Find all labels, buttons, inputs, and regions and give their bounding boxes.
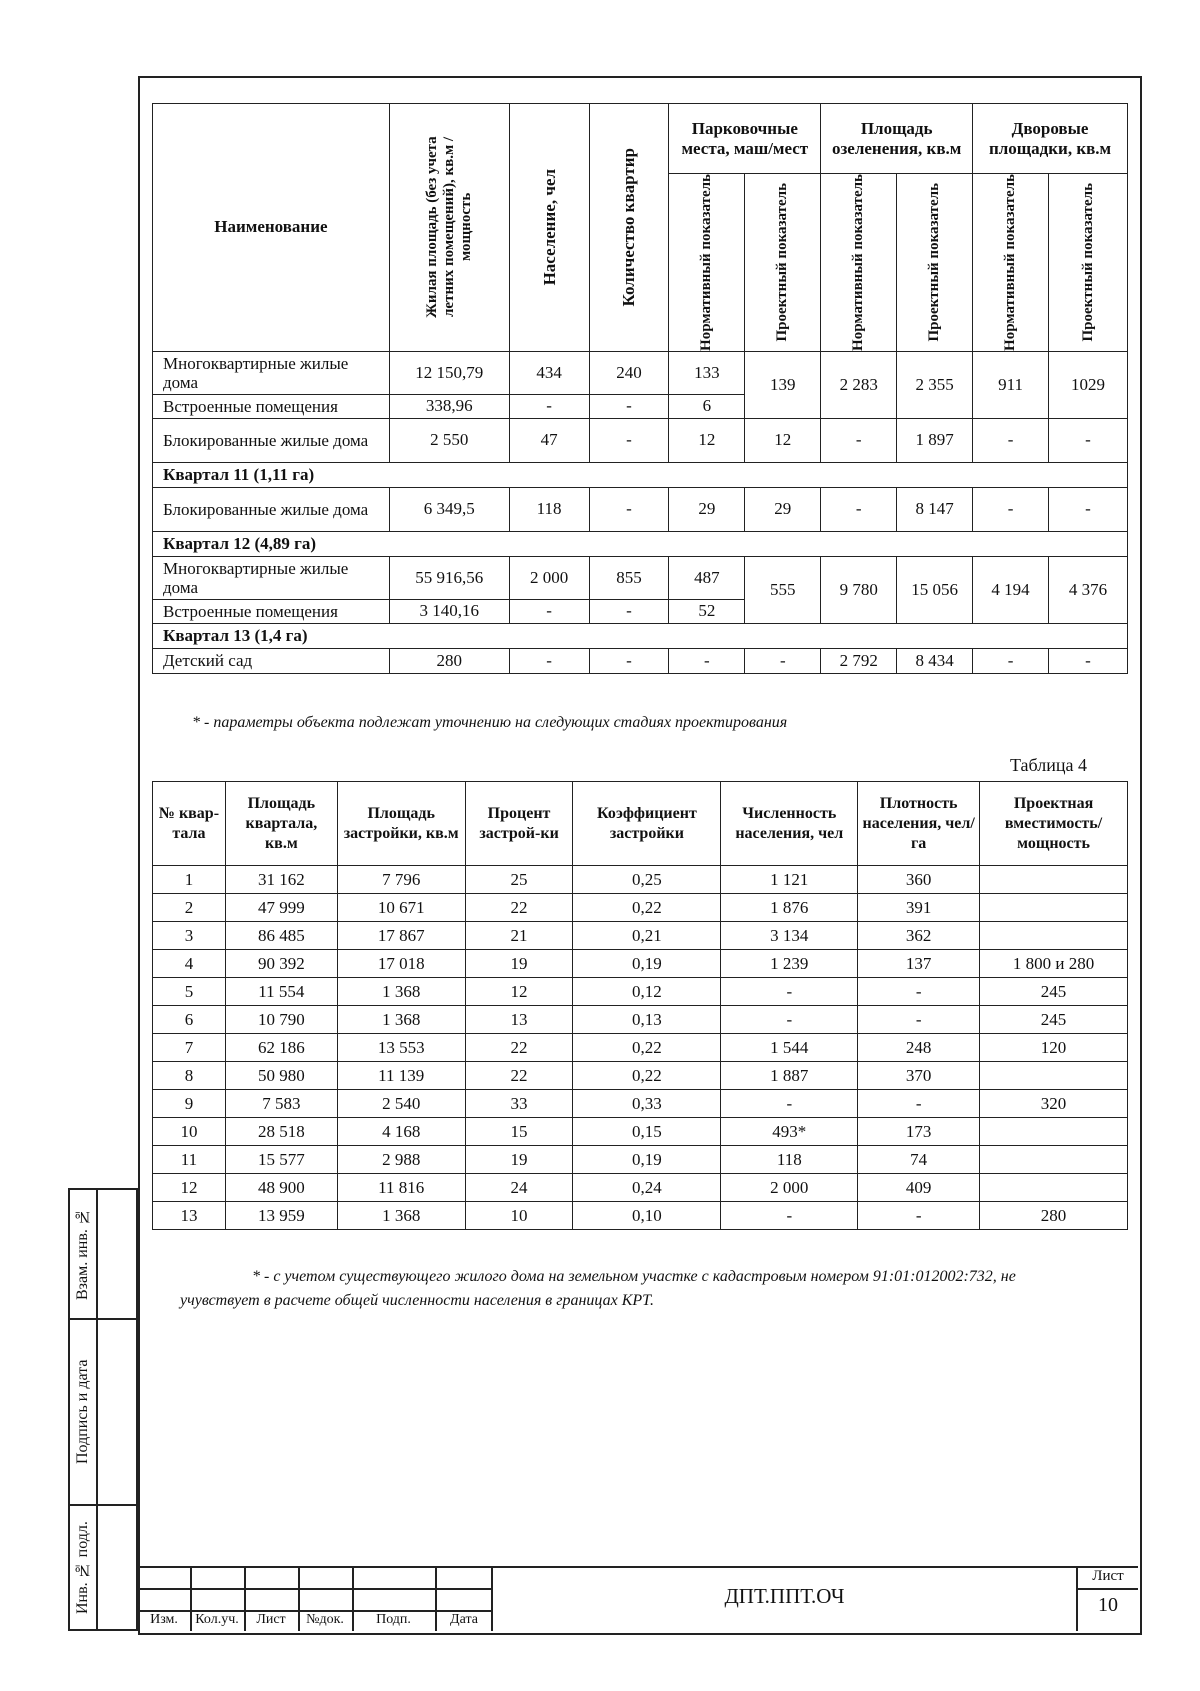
table-cell: 10 <box>153 1118 226 1146</box>
table-cell: 1 368 <box>337 978 465 1006</box>
table-row <box>153 1118 1128 1146</box>
footnote-1: * - параметры объекта подлежат уточнению на следующих стадиях проектирования <box>192 714 788 731</box>
table-cell: 11 139 <box>337 1062 465 1090</box>
table-row <box>153 1034 1128 1062</box>
table-cell: 248 <box>858 1034 980 1062</box>
table-cell: 12 <box>153 1174 226 1202</box>
table-row: Блокированные жилые дома 2 550 47 - 12 12 - 1 897 - - <box>153 418 1128 462</box>
table-cell: 10 790 <box>225 1006 337 1034</box>
table-cell: 15 <box>465 1118 573 1146</box>
section-kvartal-11: Квартал 11 (1,11 га) <box>153 462 1128 487</box>
table-cell <box>980 1146 1128 1174</box>
table-cell: - <box>858 1090 980 1118</box>
table-cell: 1 <box>153 866 226 894</box>
table-cell: 2 <box>153 894 226 922</box>
table-cell: 0,19 <box>573 950 721 978</box>
table-cell: 2 988 <box>337 1146 465 1174</box>
header-normative: Нормативный показатель <box>850 174 867 351</box>
table-cell: 62 186 <box>225 1034 337 1062</box>
table-row <box>153 1090 1128 1118</box>
header-name: Наименование <box>153 104 390 352</box>
table-row <box>153 1006 1128 1034</box>
table-row <box>153 1062 1128 1090</box>
table-cell: 13 <box>465 1006 573 1034</box>
table-cell: 11 816 <box>337 1174 465 1202</box>
table-cell: 0,10 <box>573 1202 721 1230</box>
stamp-kol: Кол.уч. <box>195 1612 239 1627</box>
stamp-list: Лист <box>256 1612 286 1627</box>
table-cell: 362 <box>858 922 980 950</box>
table-row <box>153 1174 1128 1202</box>
table-cell: 3 134 <box>721 922 858 950</box>
table-cell: 245 <box>980 1006 1128 1034</box>
table-row: Встроенные помещения 3 140,16 - - 52 <box>153 599 1128 623</box>
table-cell: 22 <box>465 894 573 922</box>
table-cell: 17 018 <box>337 950 465 978</box>
table-cell: 1 368 <box>337 1202 465 1230</box>
table-cell: 320 <box>980 1090 1128 1118</box>
table-cell: 48 900 <box>225 1174 337 1202</box>
table-cell: 1 887 <box>721 1062 858 1090</box>
title-block <box>138 1566 1138 1631</box>
table-cell: 360 <box>858 866 980 894</box>
table-cell: - <box>721 1090 858 1118</box>
section-kvartal-13: Квартал 13 (1,4 га) <box>153 623 1128 648</box>
table-cell: 4 168 <box>337 1118 465 1146</box>
table-cell: - <box>721 1006 858 1034</box>
table-cell <box>980 894 1128 922</box>
sheet-number: 10 <box>1098 1594 1118 1616</box>
table-cell: 5 <box>153 978 226 1006</box>
table-cell: - <box>721 1202 858 1230</box>
table-cell: 0,15 <box>573 1118 721 1146</box>
table-cell: 173 <box>858 1118 980 1146</box>
table-cell: 1 800 и 280 <box>980 950 1128 978</box>
stamp-podp: Подп. <box>376 1612 411 1627</box>
header-green: Площадь озеленения, кв.м <box>821 104 973 174</box>
header-yards: Дворовые площадки, кв.м <box>973 104 1128 174</box>
table-cell: 21 <box>465 922 573 950</box>
table-cell: 7 796 <box>337 866 465 894</box>
table-cell: 50 980 <box>225 1062 337 1090</box>
table-row: Многоквартирные жилые дома 12 150,79 434 240 133 139 2 283 2 355 911 1029 <box>153 351 1128 394</box>
table-row <box>153 950 1128 978</box>
header-normative: Нормативный показатель <box>698 174 715 351</box>
table-cell: 19 <box>465 950 573 978</box>
table-cell: 13 553 <box>337 1034 465 1062</box>
header-parking: Парковочные места, маш/мест <box>669 104 821 174</box>
parameters-table <box>152 103 1128 674</box>
table-cell: 409 <box>858 1174 980 1202</box>
table-cell: 1 239 <box>721 950 858 978</box>
table-cell <box>980 1118 1128 1146</box>
table-cell: 0,12 <box>573 978 721 1006</box>
table-cell: 90 392 <box>225 950 337 978</box>
side-label-b: Подпись и дата <box>74 1359 91 1465</box>
side-label-c: Инв. № подл. <box>74 1521 91 1614</box>
stamp-izm: Изм. <box>150 1612 178 1627</box>
table-row <box>153 978 1128 1006</box>
table-cell: 11 <box>153 1146 226 1174</box>
table-cell: - <box>858 978 980 1006</box>
table-cell: 120 <box>980 1034 1128 1062</box>
table-cell: 19 <box>465 1146 573 1174</box>
stamp-data: Дата <box>450 1612 478 1627</box>
table-cell: 11 554 <box>225 978 337 1006</box>
table-cell: 12 <box>465 978 573 1006</box>
table-cell: 10 671 <box>337 894 465 922</box>
table-cell: - <box>721 978 858 1006</box>
table2-header: № квар-тала Площадь квартала, кв.м Площадь застройки, кв.м Процент застрой-ки Коэффициент застройки Численность населения, чел Плотность населения, чел/га Проектная вместимость/ мощность <box>153 782 1128 866</box>
table-cell: 86 485 <box>225 922 337 950</box>
table-cell <box>980 1062 1128 1090</box>
header-project: Проектный показатель <box>1079 183 1096 342</box>
table-cell: 10 <box>465 1202 573 1230</box>
table-cell: 28 518 <box>225 1118 337 1146</box>
table-cell: 25 <box>465 866 573 894</box>
header-normative: Нормативный показатель <box>1002 174 1019 351</box>
table-cell: 1 544 <box>721 1034 858 1062</box>
table-row <box>153 1202 1128 1230</box>
table-cell <box>980 866 1128 894</box>
table-cell: 0,25 <box>573 866 721 894</box>
kvartal-table <box>152 781 1128 1230</box>
header-project: Проектный показатель <box>774 183 791 342</box>
table-row <box>153 866 1128 894</box>
table-cell: 0,13 <box>573 1006 721 1034</box>
stamp-ndok: №док. <box>306 1612 344 1627</box>
table-cell: 24 <box>465 1174 573 1202</box>
table-cell: 33 <box>465 1090 573 1118</box>
table-cell: 7 583 <box>225 1090 337 1118</box>
table-row <box>153 894 1128 922</box>
table-cell <box>980 1174 1128 1202</box>
table-cell: 6 <box>153 1006 226 1034</box>
table-cell: 74 <box>858 1146 980 1174</box>
table-cell: 22 <box>465 1062 573 1090</box>
table-cell: 8 <box>153 1062 226 1090</box>
table-cell: 280 <box>980 1202 1128 1230</box>
side-stamp <box>68 1188 138 1631</box>
header-living-area: Жилая площадь (без учета летних помещений), кв.м / мощность <box>423 136 474 319</box>
table-cell: 2 000 <box>721 1174 858 1202</box>
table-cell <box>980 922 1128 950</box>
table-cell: 31 162 <box>225 866 337 894</box>
header-apartments: Количество квартир <box>619 148 639 307</box>
table-cell: 391 <box>858 894 980 922</box>
table-cell: 1 368 <box>337 1006 465 1034</box>
table-cell: 3 <box>153 922 226 950</box>
table-cell: 1 121 <box>721 866 858 894</box>
table-row: Многоквартирные жилые дома 55 916,56 2 000 855 487 555 9 780 15 056 4 194 4 376 <box>153 556 1128 599</box>
sheet-label: Лист <box>1092 1568 1124 1584</box>
table-cell: 4 <box>153 950 226 978</box>
document-code: ДПТ.ППТ.ОЧ <box>724 1584 845 1608</box>
table-cell: 493* <box>721 1118 858 1146</box>
table-row <box>153 1146 1128 1174</box>
table-cell: 13 <box>153 1202 226 1230</box>
section-kvartal-12: Квартал 12 (4,89 га) <box>153 531 1128 556</box>
table-cell: 9 <box>153 1090 226 1118</box>
table-cell: 15 577 <box>225 1146 337 1174</box>
table-cell: 22 <box>465 1034 573 1062</box>
table-row <box>153 922 1128 950</box>
table-cell: 2 540 <box>337 1090 465 1118</box>
table-cell: 7 <box>153 1034 226 1062</box>
table-cell: 118 <box>721 1146 858 1174</box>
table-cell: - <box>858 1202 980 1230</box>
table-cell: 17 867 <box>337 922 465 950</box>
table-row: Встроенные помещения 338,96 - - 6 <box>153 394 1128 418</box>
table-cell: 0,21 <box>573 922 721 950</box>
table-cell: 1 876 <box>721 894 858 922</box>
table-cell: 370 <box>858 1062 980 1090</box>
table-cell: 47 999 <box>225 894 337 922</box>
table-cell: 0,22 <box>573 1062 721 1090</box>
table-cell: 245 <box>980 978 1128 1006</box>
table-caption: Таблица 4 <box>1010 755 1087 775</box>
table-cell: 0,22 <box>573 1034 721 1062</box>
table-cell: 13 959 <box>225 1202 337 1230</box>
table-cell: 0,19 <box>573 1146 721 1174</box>
table-row: Блокированные жилые дома 6 349,5 118 - 29 29 - 8 147 - - <box>153 487 1128 531</box>
header-population: Население, чел <box>539 169 559 286</box>
table-cell: 137 <box>858 950 980 978</box>
table-cell: 0,33 <box>573 1090 721 1118</box>
header-project: Проектный показатель <box>926 183 943 342</box>
footnote-2: * - с учетом существующего жилого дома на земельном участке с кадастровым номером 91:01:012002:732, не учувствует в расчете общей численности населения в границах КРТ. <box>180 1268 1016 1309</box>
table-row: Детский сад 280 - - - - 2 792 8 434 - - <box>153 648 1128 673</box>
table-cell: 0,24 <box>573 1174 721 1202</box>
table-cell: - <box>858 1006 980 1034</box>
table-cell: 0,22 <box>573 894 721 922</box>
side-label-a: Взам. инв. № <box>74 1208 91 1300</box>
